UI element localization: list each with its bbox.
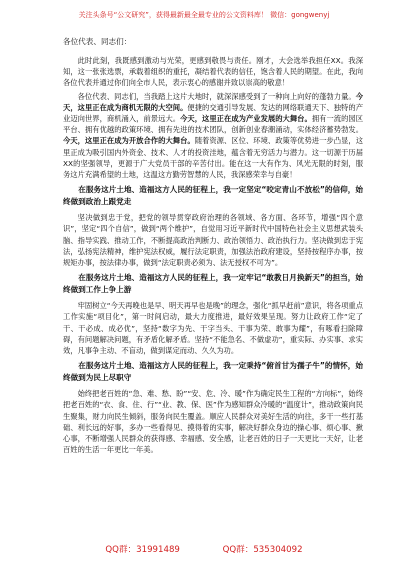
greeting: 各位代表、同志们： [63,37,132,46]
paragraph-people: 始终把老百姓的“急、难、愁、盼”“安、危、冷、暖”作为确定民生工程的“方向标”，始终把老百姓的“衣、食、住、行”“业、教、保、医”作为感知群众冷暖的“温度计”，推动政策向民生聚集，财力向民生倾斜，服务向民生覆盖。顺应人民群众对美好生活的向往，多干一些打基础、利长远的好事，多办一些看得见、摸得着的实事，解决好群众身边的操心事、烦心事、揪心事，不断增强人民群众的获得感、幸福感、安全感，让老百姓的日子一天更比一天好，让老百姓的生活一年更比一年美。 [63,389,363,455]
qq-group-2: QQ群：535304092 [222,545,303,555]
overview-highlight-2: 今天，这里正在成为产业发展的大舞台。 [180,114,312,124]
overview-text-3: 拥有一流的园区平台、拥有优越的政策环境、拥有先进的技术团队，创新创业春潮涌动，实体经济蓄势勃发。 [63,114,364,135]
qq-group-1: QQ群：31991489 [105,545,180,555]
section-heading-3: 在服务这片土地、造福这方人民的征程上，我一定秉持“俯首甘为孺子牛”的情怀，始终做到为民上尽职守 [63,361,363,382]
paragraph-politics: 坚决做到忠于党，把党的领导贯穿政府治理的各领域、各方面、各环节，增强“四个意识”，坚定“四个自信”，做到“两个维护”，自觉用习近平新时代中国特色社会主义思想武装头脑、指导实践、推动工作，不断提高政治判断力、政治领悟力、政治执行力。坚决做到忠于宪法，弘扬宪法精神，维护宪法权威，履行法定职责，加强法治政府建设，坚持按程序办事，按规矩办事，按法律办事，做到“法定职责必须为、法无授权不可为”。 [63,213,363,268]
footer-contacts [0,545,408,556]
paragraph-work: 牢固树立“今天再晚也是早、明天再早也是晚”的理念，强化“抓早赶前”意识，将各项重点工作实施“项目化”，第一时间启动，最大力度推进，最好效果呈现。努力让政府工作“定了干、干必成、成必优”，坚持“数字为先、干字当头、干事为荣、敢事为耀”，有啄看扫除障碍，有问题解决问题，有矛盾化解矛盾。坚持“不能急名、不做虚功”，重实际、办实事、求实效，凡事争主动、不盲动，做到谋定而动、久久为功。 [63,301,363,356]
section-heading-1: 在服务这片土地、造福这方人民的征程上，我一定坚定“咬定青山不放松”的信仰，始终做到政治上跟党走 [63,185,363,206]
paragraph-intro: 此时此刻，我既感到激动与光荣，更感到敬畏与责任。刚才，大会选举我担任XX。我深知，这一张张选票，承载着组织的重托，凝结着代表的信任，饱含着人民的期望。在此，我向各位代表并通过你们向全市人民，表示衷心的感谢并致以崇高的敬意！ [63,56,363,88]
overview-text-1: 各位代表、同志们，当我踏上这片大地时，就深深感受到了一种向上向好的蓬勃力量。 [77,91,356,101]
paragraph-overview [63,91,363,181]
promo-banner: 关注头条号“公文研究”，获得最新最全最专业的公文资料库！ 微信：gongwenyj [78,11,330,19]
speech-body [63,55,363,457]
overview-highlight-3: 今天，这里正在成为开放合作的大舞台。 [63,136,195,146]
overview-text-4: 随着资源、区位、环境、政策等优势进一步凸显，这里正成为吸引国内外资金、技术、人才的投资洼地，蕴含着无穷活力与潜力。这一切源于历届XX的坚强领导，更源于广大党员干部的辛苦付出。能在这一大有作为、风光无限的时刻，服务这片充满希望的土地，这温这方勤劳智慧的人民，我深感荣幸与自豪！ [63,136,364,180]
overview-highlight-1: 今天，这里正在成为商机无限的大空间。 [63,91,363,112]
overview-text-2: 便捷的交通引导发展、发达的网络联通天下、独特的产业迈向世界，商机涌入，前景远大。 [63,102,364,124]
section-heading-2: 在服务这片土地、造福这方人民的征程上，我一定牢记“敢教日月换新天”的担当，始终做到工作上争上游 [63,273,363,294]
